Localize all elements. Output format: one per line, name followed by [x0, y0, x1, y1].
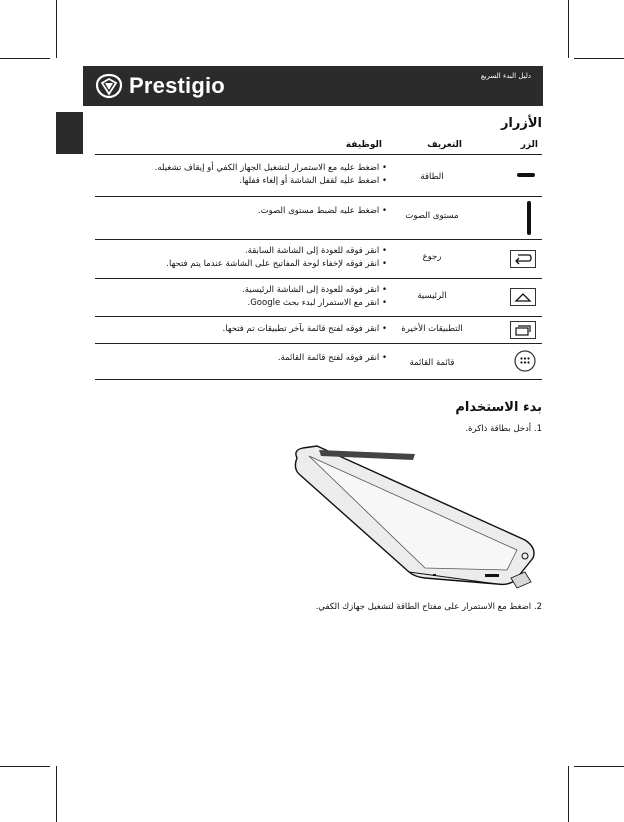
- table-row-volume: [95, 197, 542, 239]
- table-row-app-drawer: [95, 344, 542, 379]
- row-functions: [97, 162, 387, 188]
- row-functions: [97, 284, 387, 310]
- row-name: التطبيقات الأخيرة: [401, 324, 463, 334]
- crop-mark-bottom-right-h: [574, 766, 624, 767]
- function-line: • انقر فوقه لفتح قائمة بآخر تطبيقات تم فتحها.: [222, 324, 387, 334]
- crop-mark-bottom-left-v: [56, 766, 57, 822]
- step-2: 2. اضغط مع الاستمرار على مفتاح الطاقة لتشغيل جهازك الكفي.: [315, 602, 542, 612]
- table-row-recent-apps: [95, 317, 542, 343]
- function-line: • اضغط عليه لقفل الشاشة أو إلغاء قفلها.: [239, 176, 387, 186]
- start-section-title: بدء الاستخدام: [455, 400, 542, 415]
- function-line: • اضغط عليه مع الاستمرار لتشغيل الجهاز الكفي أو إيقاف تشغيله.: [154, 163, 387, 173]
- row-name: الرئيسية: [417, 291, 447, 301]
- brand-logo: [95, 72, 225, 100]
- row-functions: [97, 323, 387, 336]
- side-tab: [56, 112, 83, 154]
- crop-mark-bottom-right-v: [568, 766, 569, 822]
- function-line: • انقر فوقه لفتح قائمة القائمة.: [277, 353, 387, 363]
- buttons-table: [95, 140, 542, 380]
- brand-name: Prestigio: [129, 73, 225, 98]
- buttons-section-title: الأزرار: [500, 116, 542, 131]
- row-name: رجوع: [422, 252, 442, 262]
- power-bar-icon: [516, 172, 536, 178]
- home-icon: [510, 288, 536, 306]
- row-name: قائمة القائمة: [409, 358, 455, 368]
- row-name: الطاقة: [420, 172, 444, 182]
- volume-bar-icon: [526, 200, 532, 236]
- header-band: [83, 66, 543, 106]
- crop-mark-top-right-h: [574, 58, 624, 59]
- back-arrow-icon: [510, 250, 536, 268]
- function-line: • انقر فوقه للعودة إلى الشاشة السابقة.: [244, 246, 387, 256]
- app-drawer-icon: [514, 350, 536, 372]
- function-line: • انقر فوقه لإخفاء لوحة المفاتيح على الشاشة عندما يتم فتحها.: [166, 259, 387, 269]
- tablet-illustration: [285, 440, 545, 600]
- column-header-function: الوظيفة: [345, 140, 382, 150]
- crop-mark-top-left-v: [56, 0, 57, 58]
- table-row-home: [95, 279, 542, 316]
- row-name: مستوى الصوت: [405, 211, 459, 221]
- row-functions: [97, 205, 387, 218]
- crop-mark-top-left-h: [0, 58, 50, 59]
- prestigio-emblem-icon: [95, 73, 123, 99]
- column-header-button: الزر: [520, 140, 538, 150]
- row-functions: [97, 352, 387, 365]
- guide-title: دليل البدء السريع: [480, 72, 531, 80]
- recent-apps-icon: [510, 321, 536, 339]
- row-functions: [97, 245, 387, 271]
- table-row-back: [95, 240, 542, 278]
- column-header-definition: التعريف: [427, 140, 462, 150]
- function-line: • اضغط عليه لضبط مستوى الصوت.: [257, 206, 387, 216]
- table-row-power: [95, 155, 542, 196]
- function-line: • انقر مع الاستمرار لبدء بحث Google.: [247, 298, 387, 308]
- function-line: • انقر فوقه للعودة إلى الشاشة الرئيسية.: [242, 285, 387, 295]
- table-rule: [95, 379, 542, 380]
- step-1: 1. أدخل بطاقة ذاكرة.: [465, 424, 542, 434]
- crop-mark-top-right-v: [568, 0, 569, 58]
- crop-mark-bottom-left-h: [0, 766, 50, 767]
